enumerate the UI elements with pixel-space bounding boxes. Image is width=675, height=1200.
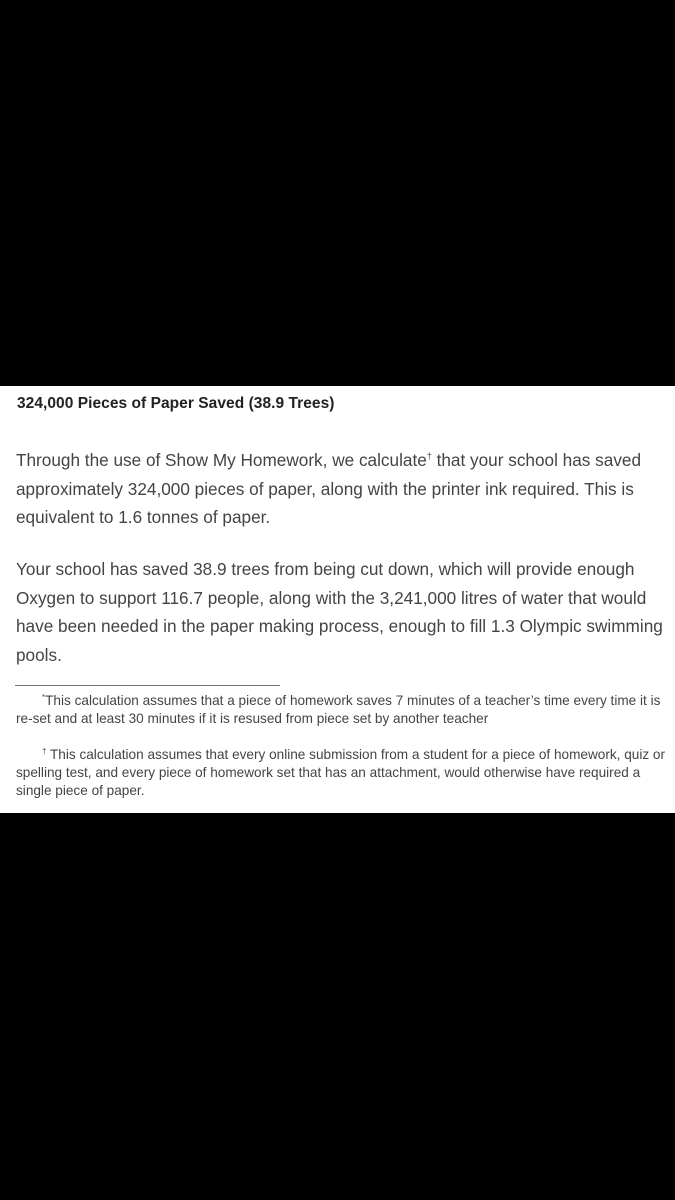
- asterisk-footnote-mark: *: [42, 693, 46, 702]
- section-heading: 324,000 Pieces of Paper Saved (38.9 Trees): [17, 395, 335, 412]
- footnote-asterisk-text: This calculation assumes that a piece of homework saves 7 minutes of a teacher’s time every time it is re-set and at least 30 minutes if it is resused from piece set by another teacher: [16, 693, 661, 727]
- document-panel: [0, 386, 675, 813]
- paragraph-text-start: Through the use of Show My Homework, we calculate: [16, 450, 427, 470]
- footnote-dagger: [16, 746, 666, 801]
- dagger-footnote-mark-2: †: [42, 747, 47, 756]
- paragraph-text-end: that your school has saved approximately 324,000 pieces of paper, along with the printer ink required. This is equivalent to 1.6 tonnes of paper.: [16, 450, 642, 527]
- paper-saved-paragraph: [16, 446, 672, 532]
- footnote-divider: [15, 685, 280, 686]
- footnote-asterisk: [16, 692, 666, 728]
- dagger-footnote-mark: †: [426, 451, 432, 461]
- trees-saved-paragraph: Your school has saved 38.9 trees from being cut down, which will provide enough Oxygen to support 116.7 people, along with the 3,241,000 litres of water that would have been needed in the paper making process, enough to fill 1.3 Olympic swimming pools.: [16, 559, 663, 665]
- footnote-dagger-text: This calculation assumes that every online submission from a student for a piece of homework, quiz or spelling test, and every piece of homework set that has an attachment, would otherwise have required a single piece of paper.: [16, 747, 666, 799]
